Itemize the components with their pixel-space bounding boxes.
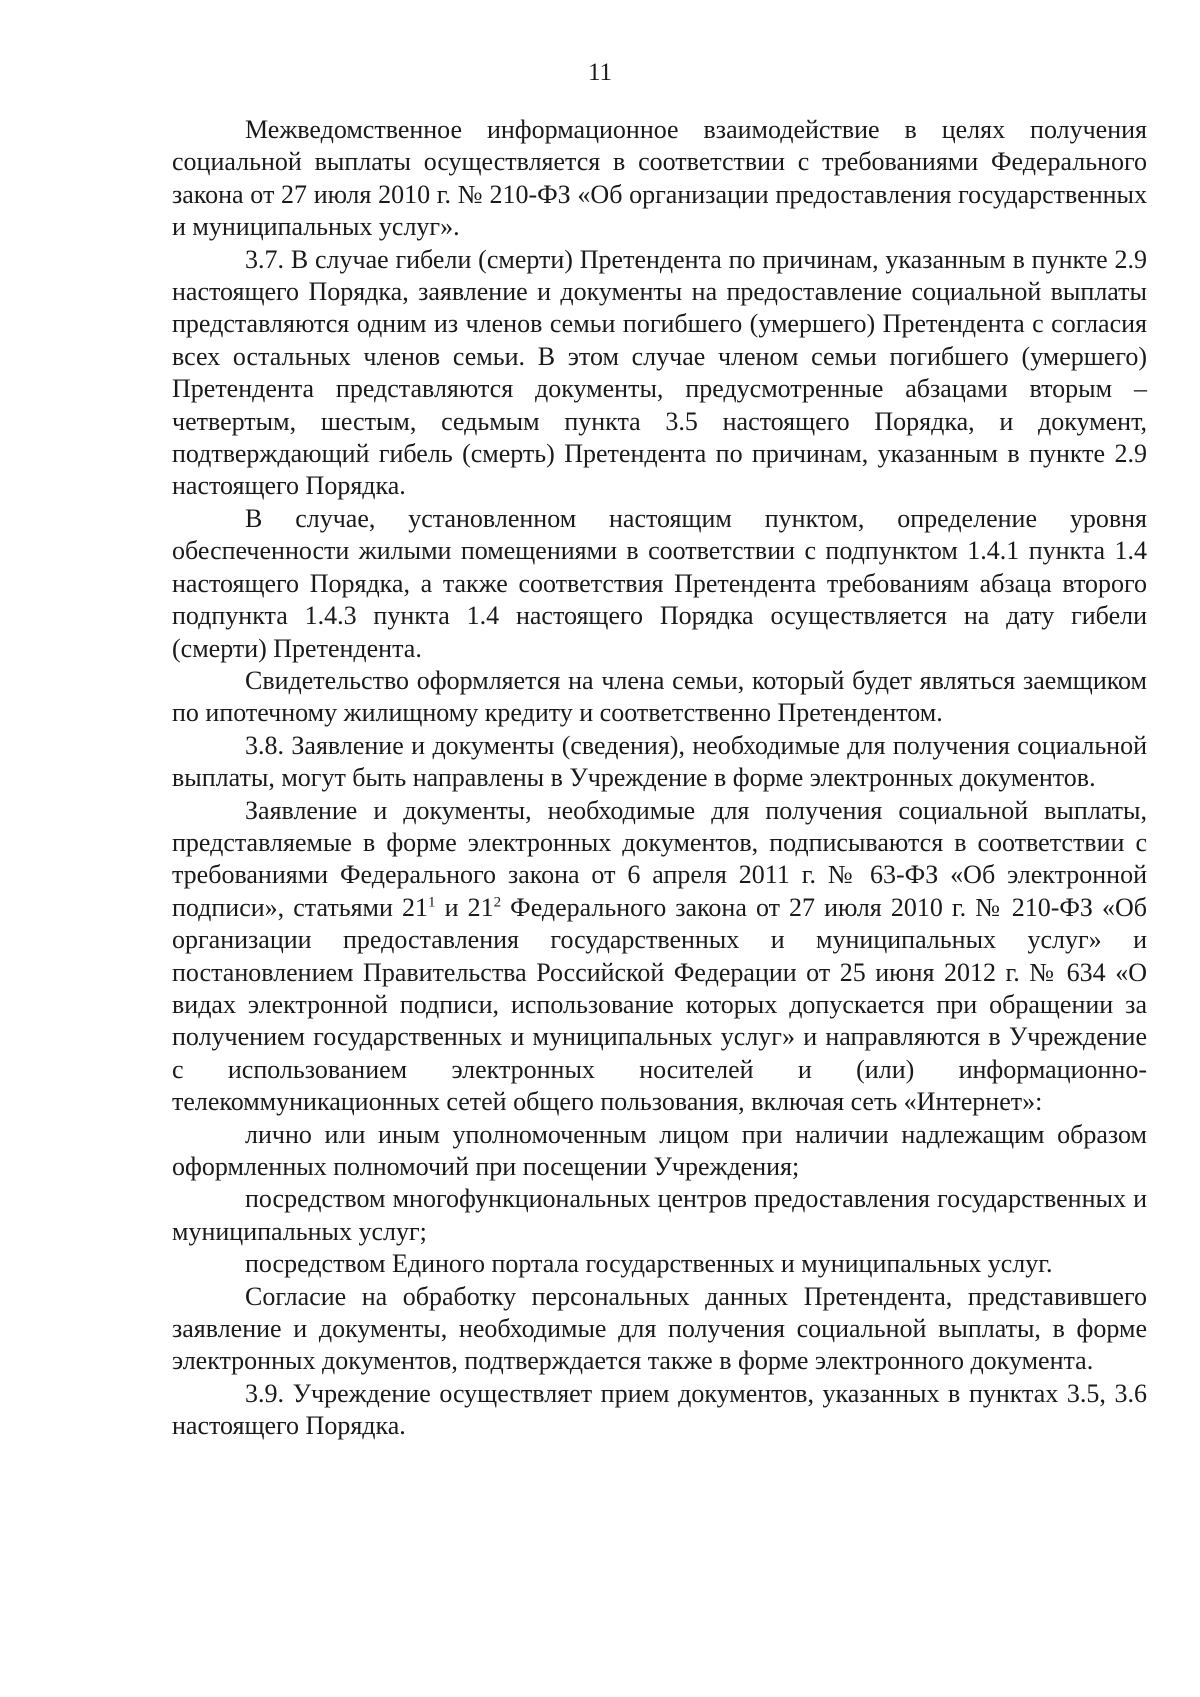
paragraph-3-7-case: В случае, установленном настоящим пунктом, определение уровня обеспеченности жилыми помещениями в соответствии с подпунктом 1.4.1 пункта 1.4 настоящего Порядка, а также соответствия Претендента требованиям абзаца второго подпункта 1.4.3 пункта 1.4 настоящего Порядка осуществляется на дату гибели (смерти) Претендента. (172, 503, 1147, 663)
paragraph-interagency: Межведомственное информационное взаимодействие в целях получения социальной выплаты осуществляется в соответствии с требованиями Федерального закона от 27 июля 2010 г. № 210-ФЗ «Об организации предоставления государственных и муниципальных услуг». (172, 115, 1147, 242)
signature-text-after: Федерального закона от 27 июля 2010 г. № 210-ФЗ «Об организации предоставления государственных и муниципальных услуг» и постановлением Правительства Российской Федерации от 25 июня 2012 г. № 634 «О видах электронной подписи, использование которых допускается при обращении за получением государственных и муниципальных услуг» и направляются в Учреждение с использованием электронных носителей и (или) информационно-телекоммуникационных сетей общего пользования, включая сеть «Интернет»: (172, 892, 1148, 1117)
method-portal: посредством Единого портала государственных и муниципальных услуг. (245, 1249, 1053, 1279)
paragraph-electronic-signature (172, 795, 1147, 1119)
paragraph-3-7: 3.7. В случае гибели (смерти) Претендента по причинам, указанным в пункте 2.9 настоящего Порядка, заявление и документы на предоставление социальной выплаты представляются одним из членов семьи погибшего (умершего) Претендента с согласия всех остальных членов семьи. В этом случае членом семьи погибшего (умершего) Претендента представляются документы, предусмотренные абзацами вторым – четвертым, шестым, седьмым пункта 3.5 настоящего Порядка, и документ, подтверждающий гибель (смерть) Претендента по причинам, указанным в пункте 2.9 настоящего Порядка. (172, 244, 1147, 501)
document-body (172, 114, 1147, 1443)
paragraph-certificate: Свидетельство оформляется на члена семьи, который будет являться заемщиком по ипотечному жилищному кредиту и соответственно Претендентом. (172, 665, 1147, 728)
signature-text-middle: и 21 (435, 892, 494, 922)
paragraph-3-9: 3.9. Учреждение осуществляет прием документов, указанных в пунктах 3.5, 3.6 настоящего Порядка. (172, 1378, 1147, 1441)
superscript-1: 1 (427, 894, 436, 911)
paragraph-3-8: 3.8. Заявление и документы (сведения), необходимые для получения социальной выплаты, могут быть направлены в Учреждение в форме электронных документов. (172, 730, 1147, 793)
superscript-2: 2 (493, 894, 502, 911)
method-mfc: посредством многофункциональных центров предоставления государственных и муниципальных услуг; (172, 1184, 1147, 1246)
method-in-person: лично или иным уполномоченным лицом при наличии надлежащим образом оформленных полномочий при посещении Учреждения; (172, 1119, 1147, 1181)
signature-text-before: Заявление и документы, необходимые для получения социальной выплаты, представляемые в форме электронных документов, подписываются в соответствии с требованиями Федерального закона от 6 апреля 2011 г. № 63-ФЗ «Об электронной подписи», статьями 21 (172, 795, 1147, 922)
page-number: 11 (587, 59, 613, 86)
paragraph-consent: Согласие на обработку персональных данных Претендента, представившего заявление и документы, необходимые для получения социальной выплаты, в форме электронных документов, подтверждается также в форме электронного документа. (172, 1281, 1147, 1376)
